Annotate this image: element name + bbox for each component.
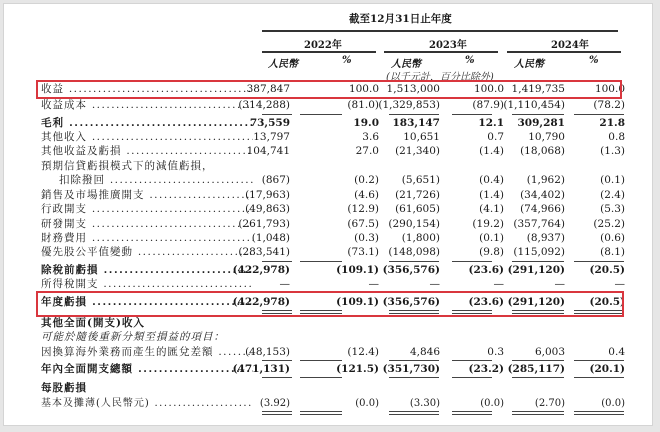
row-loss-before-tax	[4, 263, 652, 278]
cell-2024-rmb: (34,402)	[520, 189, 565, 201]
cell-2023-pct: 100.0	[473, 83, 504, 95]
cell-2022-pct: 27.0	[355, 145, 379, 157]
cell-2024-rmb: (357,764)	[513, 218, 565, 230]
cell-2024-rmb: (8,937)	[526, 232, 565, 244]
double-underline	[389, 411, 439, 415]
cell-2024-pct: (8.1)	[600, 246, 625, 258]
cell-2024-rmb: (115,092)	[513, 246, 565, 258]
percent-label-2022: %	[342, 55, 352, 66]
cell-2023-pct: (1.4)	[479, 189, 504, 201]
underline	[574, 261, 624, 262]
cell-2023-pct: (19.2)	[472, 218, 504, 230]
cell-2024-rmb: 1,419,735	[511, 83, 565, 95]
cell-2024-rmb: (285,117)	[507, 363, 565, 375]
cell-2022-rmb: —	[279, 278, 290, 290]
cell-2022-pct: (12.4)	[347, 346, 379, 358]
cell-2024-pct: (20.5)	[589, 264, 625, 276]
cell-2023-pct: (0.1)	[479, 232, 504, 244]
cell-2024-rmb: 10,790	[528, 131, 565, 143]
cell-2022-pct: (109.1)	[336, 296, 379, 308]
underline	[512, 377, 564, 378]
cell-2024-pct: (2.4)	[600, 189, 625, 201]
underline	[574, 114, 624, 115]
cell-2024-pct: (0.0)	[601, 398, 625, 409]
cell-2022-rmb: (422,978)	[232, 296, 290, 308]
cell-2022-rmb: (471,131)	[232, 363, 290, 375]
cell-2022-rmb: (283,541)	[238, 246, 290, 258]
cell-2024-pct: (20.5)	[589, 296, 625, 308]
row-label: 扣除撥回 .....	[59, 173, 253, 188]
row-gross-profit	[4, 116, 652, 131]
cell-2024-rmb: —	[554, 278, 565, 290]
cell-2024-pct: (0.1)	[600, 174, 625, 186]
underline	[452, 377, 492, 378]
cell-2023-pct: (0.4)	[479, 174, 504, 186]
cell-2022-pct: (0.0)	[355, 398, 379, 409]
row-label: 行政開支 .....	[41, 202, 253, 217]
cell-2024-pct: (1.3)	[600, 145, 625, 157]
cell-2022-rmb: 13,797	[253, 131, 290, 143]
cell-2022-rmb: (49,863)	[245, 203, 290, 215]
row-other-income	[4, 130, 652, 145]
currency-label-2024: 人民幣	[514, 59, 544, 70]
underline	[512, 261, 564, 262]
cell-2022-pct: (73.1)	[347, 246, 379, 258]
row-label: 其他收入 .....	[41, 130, 253, 145]
percent-label-2024: %	[589, 55, 599, 66]
row-label: 優先股公平值變動 .....	[41, 245, 253, 260]
cell-2024-pct: (78.2)	[593, 99, 625, 111]
underline	[574, 377, 624, 378]
cell-2024-rmb: (2.70)	[534, 398, 565, 409]
row-selling-marketing	[4, 188, 652, 203]
cell-2023-pct: 12.1	[478, 117, 504, 129]
cell-2023-rmb: (356,576)	[382, 296, 440, 308]
cell-2022-rmb: 73,559	[249, 117, 290, 129]
cell-2023-pct: —	[493, 278, 504, 290]
cell-2023-rmb: (356,576)	[382, 264, 440, 276]
cell-2023-rmb: (351,730)	[382, 363, 440, 375]
row-label: 其他收益及虧損 .....	[41, 144, 253, 159]
cell-2024-rmb: 6,003	[534, 346, 565, 358]
cell-2023-rmb: —	[429, 278, 440, 290]
underline	[452, 261, 492, 262]
year-2024-rule	[507, 51, 621, 53]
cell-2024-pct: (25.2)	[593, 218, 625, 230]
cell-2022-pct: (67.5)	[347, 218, 379, 230]
cell-2023-rmb: (5,651)	[401, 174, 440, 186]
row-label: 銷售及市場推廣開支 .....	[41, 188, 253, 203]
underline	[452, 360, 492, 361]
row-label: 年內全面開支總額 .....	[41, 362, 253, 377]
percent-label-2023: %	[465, 55, 475, 66]
year-2022: 2022年	[304, 40, 342, 51]
year-2024: 2024年	[551, 40, 589, 51]
row-oci-heading	[4, 316, 652, 331]
cell-2022-rmb: (422,978)	[232, 264, 290, 276]
underline	[389, 360, 439, 361]
cell-2023-rmb: (21,726)	[395, 189, 440, 201]
row-cost-of-revenue	[4, 98, 652, 113]
highlight-box-revenue	[36, 80, 622, 99]
cell-2024-pct: 21.8	[599, 117, 625, 129]
cell-2024-pct: 0.4	[608, 346, 625, 358]
double-underline	[300, 411, 342, 415]
cell-2023-rmb: 183,147	[392, 117, 440, 129]
cell-2023-pct: 0.3	[487, 346, 504, 358]
underline	[300, 261, 342, 262]
row-label: 每股虧損	[41, 382, 87, 394]
cell-2024-rmb: (18,068)	[520, 145, 565, 157]
cell-2022-rmb: 104,741	[246, 145, 290, 157]
cell-2024-pct: 100.0	[594, 83, 625, 95]
cell-2023-pct: (1.4)	[479, 145, 504, 157]
row-label: 所得稅開支 .....	[41, 277, 253, 292]
underline	[300, 114, 342, 115]
cell-2022-pct: (4.6)	[354, 189, 379, 201]
double-underline	[262, 411, 292, 415]
cell-2022-pct: (121.5)	[336, 363, 379, 375]
cell-2024-pct: 0.8	[608, 131, 625, 143]
underline	[300, 377, 342, 378]
cell-2024-pct: (20.1)	[589, 363, 625, 375]
year-2022-rule	[262, 51, 376, 53]
header-rule	[262, 30, 618, 32]
cell-2023-rmb: (21,340)	[395, 145, 440, 157]
cell-2022-rmb: (3.92)	[259, 398, 290, 409]
row-label: 研發開支 .....	[41, 217, 253, 232]
cell-2022-pct: 100.0	[348, 83, 379, 95]
cell-2023-rmb: (290,154)	[388, 218, 440, 230]
underline	[452, 114, 492, 115]
row-label: 年度虧損 .....	[41, 295, 253, 310]
period-title: 截至12月31日止年度	[349, 13, 452, 25]
currency-label-2022: 人民幣	[268, 59, 298, 70]
cell-2023-rmb: (61,605)	[395, 203, 440, 215]
underline	[262, 114, 292, 115]
cell-2023-pct: (87.9)	[472, 99, 504, 111]
currency-label-2023: 人民幣	[391, 59, 421, 70]
row-income-tax	[4, 277, 652, 292]
unit-note: (以千元計，百分比除外)	[386, 72, 494, 83]
row-fx-translation	[4, 345, 652, 360]
underline	[389, 261, 439, 262]
row-other-gains-losses	[4, 144, 652, 159]
cell-2023-rmb: (1,800)	[401, 232, 440, 244]
cell-2023-rmb: 4,846	[409, 346, 440, 358]
row-eps-basic-diluted	[4, 396, 652, 411]
cell-2024-rmb: (1,962)	[526, 174, 565, 186]
row-eps-heading	[4, 381, 652, 396]
row-label: 可能於隨後重新分類至損益的項目：	[41, 331, 225, 343]
cell-2023-pct: (23.6)	[468, 296, 504, 308]
cell-2022-rmb: (867)	[261, 174, 290, 186]
underline	[262, 377, 292, 378]
row-finance-costs	[4, 231, 652, 246]
row-ecl-net-reversal	[4, 173, 652, 188]
cell-2022-pct: (0.3)	[354, 232, 379, 244]
cell-2022-rmb: (48,153)	[245, 346, 290, 358]
cell-2022-rmb: (1,048)	[251, 232, 290, 244]
double-underline	[452, 411, 492, 415]
cell-2023-pct: (0.0)	[480, 398, 504, 409]
cell-2024-rmb: 309,281	[517, 117, 565, 129]
underline	[389, 377, 439, 378]
underline	[300, 360, 342, 361]
row-label: 收益成本 .....	[41, 98, 253, 113]
cell-2022-pct: 19.0	[353, 117, 379, 129]
cell-2024-rmb: (291,120)	[507, 296, 565, 308]
row-label: 財務費用 .....	[41, 231, 253, 246]
income-statement-card	[3, 3, 653, 426]
cell-2022-pct: —	[368, 278, 379, 290]
cell-2024-rmb: (74,966)	[520, 203, 565, 215]
cell-2022-rmb: (261,793)	[238, 218, 290, 230]
cell-2022-pct: 3.6	[362, 131, 379, 143]
row-label: 預期信貸虧損模式下的減值虧損，	[41, 160, 214, 172]
row-label: 除稅前虧損 .....	[41, 263, 253, 278]
row-preferred-shares-fv	[4, 245, 652, 260]
row-rnd	[4, 217, 652, 232]
cell-2023-pct: 0.7	[487, 131, 504, 143]
cell-2024-pct: —	[614, 278, 625, 290]
highlight-box-loss-for-year	[36, 291, 624, 317]
cell-2022-rmb: (17,963)	[245, 189, 290, 201]
year-2023-rule	[384, 51, 498, 53]
cell-2023-pct: (4.1)	[479, 203, 504, 215]
cell-2022-rmb: (314,288)	[238, 99, 290, 111]
cell-2024-rmb: (1,110,454)	[503, 99, 565, 111]
double-underline	[574, 411, 624, 415]
double-underline	[512, 411, 564, 415]
row-label: 收益 .....	[41, 82, 253, 97]
cell-2024-pct: (5.3)	[600, 203, 625, 215]
cell-2023-rmb: (148,098)	[388, 246, 440, 258]
row-total-comprehensive-expense	[4, 362, 652, 377]
underline	[262, 360, 292, 361]
underline	[262, 261, 292, 262]
underline	[512, 360, 564, 361]
row-label: 毛利 .....	[41, 116, 253, 131]
cell-2022-pct: (12.9)	[347, 203, 379, 215]
underline	[389, 114, 439, 115]
row-label: 其他全面(開支)收入	[41, 317, 145, 329]
row-ecl-heading	[4, 159, 652, 174]
cell-2023-rmb: (1,329,853)	[378, 99, 440, 111]
cell-2024-pct: (0.6)	[600, 232, 625, 244]
underline	[574, 360, 624, 361]
cell-2023-rmb: 10,651	[403, 131, 440, 143]
row-administrative	[4, 202, 652, 217]
row-label: 因換算海外業務而產生的匯兌差額 .....	[41, 345, 253, 360]
cell-2023-pct: (9.8)	[479, 246, 504, 258]
cell-2022-rmb: 387,847	[246, 83, 290, 95]
cell-2023-rmb: (3.30)	[409, 398, 440, 409]
row-label: 基本及攤薄(人民幣元) .....	[41, 396, 253, 411]
cell-2024-rmb: (291,120)	[507, 264, 565, 276]
year-2023: 2023年	[429, 40, 467, 51]
cell-2022-pct: (0.2)	[354, 174, 379, 186]
cell-2023-pct: (23.6)	[468, 264, 504, 276]
cell-2023-pct: (23.2)	[468, 363, 504, 375]
row-oci-reclass-heading	[4, 330, 652, 345]
underline	[512, 114, 564, 115]
cell-2022-pct: (109.1)	[336, 264, 379, 276]
cell-2023-rmb: 1,513,000	[386, 83, 440, 95]
cell-2022-pct: (81.0)	[347, 99, 379, 111]
